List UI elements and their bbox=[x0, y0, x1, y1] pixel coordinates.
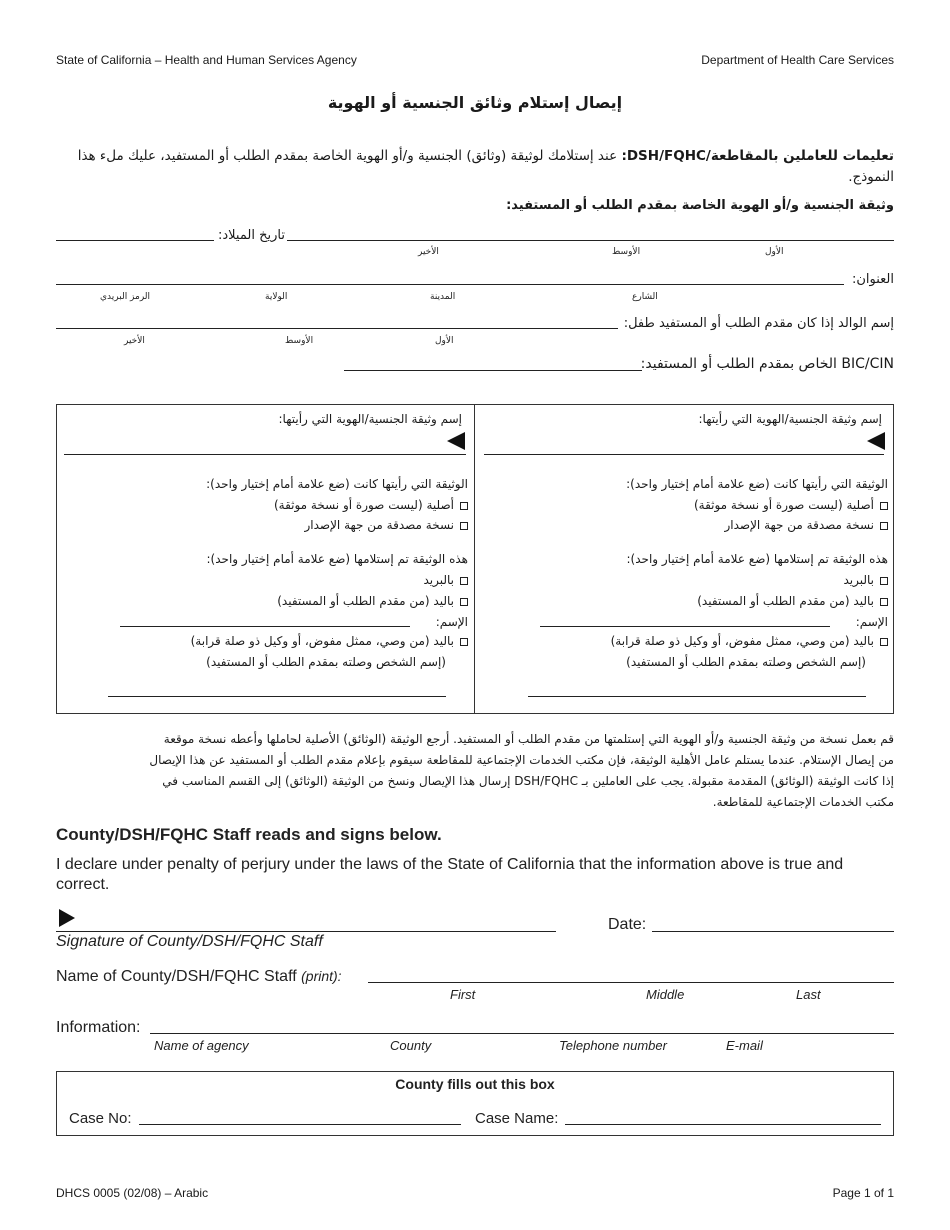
bic-cin-label: BIC/CIN الخاص بمقدم الطلب أو المستفيد: bbox=[640, 356, 894, 372]
print-label: (print): bbox=[301, 968, 342, 984]
info-email-label: E-mail bbox=[726, 1038, 763, 1053]
date-input-line[interactable] bbox=[652, 931, 894, 932]
bic-cin-input-line[interactable] bbox=[344, 370, 642, 371]
parent-name-input-line[interactable] bbox=[56, 328, 618, 329]
case-name-input-line[interactable] bbox=[565, 1124, 881, 1125]
relation-label: (إسم الشخص وصلته بمقدم الطلب أو المستفيد) bbox=[626, 655, 866, 669]
arrow-icon bbox=[867, 432, 885, 450]
county-box-title: County fills out this box bbox=[395, 1076, 555, 1092]
note-line: مكتب الخدمات الإجتماعية للمقاطعة. bbox=[712, 795, 894, 809]
checkbox-icon[interactable] bbox=[460, 577, 468, 585]
staff-last-label: Last bbox=[796, 987, 821, 1002]
instructions bbox=[54, 146, 894, 188]
seen-option-label: أصلية (ليست صورة أو نسخة موثقة) bbox=[273, 498, 454, 512]
dob-input-line[interactable] bbox=[56, 240, 214, 241]
seen-option-certified[interactable] bbox=[304, 518, 468, 532]
arrow-icon bbox=[447, 432, 465, 450]
parent-middle-label: الأوسط bbox=[285, 336, 314, 346]
address-state-label: الولاية bbox=[265, 292, 288, 302]
received-name-input-line[interactable] bbox=[540, 626, 830, 627]
signature-caption: Signature of County/DSH/FQHC Staff bbox=[56, 933, 323, 950]
seen-as-label: الوثيقة التي رأيتها كانت (ضع علامة أمام إختيار واحد): bbox=[626, 477, 888, 491]
parent-label: إسم الوالد إذا كان مقدم الطلب أو المستفيد طفل: bbox=[623, 316, 894, 331]
case-no-input-line[interactable] bbox=[139, 1124, 461, 1125]
address-input-line[interactable] bbox=[56, 284, 844, 285]
case-no-label: Case No: bbox=[69, 1110, 132, 1127]
staff-name-input-line[interactable] bbox=[368, 982, 894, 983]
parent-first-label: الأول bbox=[435, 336, 454, 346]
checkbox-icon[interactable] bbox=[460, 638, 468, 646]
received-option-hand[interactable] bbox=[277, 594, 468, 608]
section-heading: وثيقة الجنسية و/أو الهوية الخاصة بمقدم الطلب أو المستفيد: bbox=[506, 198, 894, 213]
doc-name-label: إسم وثيقة الجنسية/الهوية التي رأيتها: bbox=[698, 412, 882, 426]
arrow-icon bbox=[59, 909, 75, 927]
staff-name-label-text: Name of County/DSH/FQHC Staff bbox=[56, 968, 297, 985]
received-option-label: باليد (من وصي، ممثل مفوض، أو وكيل ذو صلة قرابة) bbox=[610, 634, 874, 648]
page-number: Page 1 of 1 bbox=[832, 1186, 894, 1200]
address-zip-label: الرمز البريدي bbox=[100, 292, 151, 302]
note-line: إذا كانت الوثيقة (الوثائق) المقدمة مقبولة. يجب على العاملين بـ DSH/FQHC إرسال هذا الإيصال ونسخ من الوثيقة (الوثائق) إلى القسم المناسب في bbox=[162, 774, 894, 788]
info-input-line[interactable] bbox=[150, 1033, 894, 1034]
name-first-label: الأول bbox=[765, 247, 784, 257]
note-line: من إيصال الإستلام. عندما يستلم عامل الأهلية الوثيقة، فإن مكتب الخدمات الإجتماعية للمقاطعة سيقوم بإعلام مقدم الطلب أو المستفيد عن هذا الإيصال bbox=[149, 753, 894, 767]
address-label: العنوان: bbox=[851, 272, 894, 287]
address-street-label: الشارع bbox=[632, 292, 658, 302]
address-city-label: المدينة bbox=[430, 292, 456, 302]
received-option-mail[interactable] bbox=[843, 573, 888, 587]
received-option-label: باليد (من مقدم الطلب أو المستفيد) bbox=[697, 594, 874, 608]
name-input-line[interactable] bbox=[287, 240, 894, 241]
relation-input-line[interactable] bbox=[108, 696, 446, 697]
instructions-bold: تعليمات للعاملين بالمقاطعة/DSH/FQHC: bbox=[621, 148, 894, 164]
relation-label: (إسم الشخص وصلته بمقدم الطلب أو المستفيد) bbox=[206, 655, 446, 669]
relation-input-line[interactable] bbox=[528, 696, 866, 697]
received-name-label: الإسم: bbox=[855, 615, 888, 629]
received-name-label: الإسم: bbox=[435, 615, 468, 629]
received-option-label: باليد (من وصي، ممثل مفوض، أو وكيل ذو صلة قرابة) bbox=[190, 634, 454, 648]
seen-option-certified[interactable] bbox=[724, 518, 888, 532]
name-middle-label: الأوسط bbox=[612, 247, 641, 257]
seen-option-label: نسخة مصدقة من جهة الإصدار bbox=[304, 518, 454, 532]
info-agency-label: Name of agency bbox=[154, 1038, 249, 1053]
date-label: Date: bbox=[608, 916, 647, 933]
checkbox-icon[interactable] bbox=[880, 598, 888, 606]
agency-header: State of California – Health and Human Services Agency bbox=[56, 53, 357, 67]
received-option-label: بالبريد bbox=[423, 573, 454, 587]
checkbox-icon[interactable] bbox=[880, 577, 888, 585]
name-last-label: الأخير bbox=[418, 247, 439, 257]
staff-middle-label: Middle bbox=[646, 987, 685, 1002]
staff-heading: County/DSH/FQHC Staff reads and signs below. bbox=[56, 825, 442, 844]
received-option-other[interactable] bbox=[611, 634, 888, 648]
doc-name-input-line[interactable] bbox=[64, 454, 466, 455]
received-label: هذه الوثيقة تم إستلامها (ضع علامة أمام إختيار واحد): bbox=[206, 552, 468, 566]
checkbox-icon[interactable] bbox=[460, 522, 468, 530]
info-phone-label: Telephone number bbox=[559, 1038, 667, 1053]
department-header: Department of Health Care Services bbox=[701, 53, 894, 67]
received-name-input-line[interactable] bbox=[120, 626, 410, 627]
received-option-label: بالبريد bbox=[843, 573, 874, 587]
case-name-label: Case Name: bbox=[475, 1110, 559, 1127]
checkbox-icon[interactable] bbox=[880, 638, 888, 646]
checkbox-icon[interactable] bbox=[460, 598, 468, 606]
signature-line[interactable] bbox=[56, 931, 556, 932]
seen-as-label: الوثيقة التي رأيتها كانت (ضع علامة أمام إختيار واحد): bbox=[206, 477, 468, 491]
staff-first-label: First bbox=[450, 987, 476, 1002]
panel-divider bbox=[474, 404, 475, 714]
note-line: قم بعمل نسخة من وثيقة الجنسية و/أو الهوية التي إستلمتها من مقدم الطلب أو المستفيد. أرجع الوثيقة (الوثائق) الأصلية لحاملها وأعطه نسخة موقعة bbox=[163, 732, 894, 746]
staff-name-label bbox=[56, 968, 342, 986]
seen-option-label: نسخة مصدقة من جهة الإصدار bbox=[724, 518, 874, 532]
seen-option-original[interactable] bbox=[694, 498, 888, 512]
checkbox-icon[interactable] bbox=[460, 502, 468, 510]
checkbox-icon[interactable] bbox=[880, 502, 888, 510]
form-id: DHCS 0005 (02/08) – Arabic bbox=[56, 1186, 209, 1200]
info-county-label: County bbox=[390, 1038, 432, 1053]
received-option-hand[interactable] bbox=[697, 594, 888, 608]
checkbox-icon[interactable] bbox=[880, 522, 888, 530]
seen-option-label: أصلية (ليست صورة أو نسخة موثقة) bbox=[693, 498, 874, 512]
page-title: إيصال إستلام وثائق الجنسية أو الهوية bbox=[327, 93, 623, 112]
dob-label: تاريخ الميلاد: bbox=[218, 228, 285, 243]
instructions-text: عند إستلامك لوثيقة (وثائق) الجنسية و/أو الهوية الخاصة بمقدم الطلب أو المستفيد، عليك ملء هذا النموذج. bbox=[77, 148, 894, 185]
info-label: Information: bbox=[56, 1019, 141, 1036]
received-option-label: باليد (من مقدم الطلب أو المستفيد) bbox=[277, 594, 454, 608]
declaration-text: I declare under penalty of perjury under the laws of the State of California that the information above is true and correct. bbox=[56, 856, 844, 893]
received-option-other[interactable] bbox=[191, 634, 468, 648]
doc-name-label: إسم وثيقة الجنسية/الهوية التي رأيتها: bbox=[278, 412, 462, 426]
received-label: هذه الوثيقة تم إستلامها (ضع علامة أمام إختيار واحد): bbox=[626, 552, 888, 566]
parent-last-label: الأخير bbox=[124, 336, 145, 346]
note-paragraph bbox=[56, 729, 894, 813]
seen-option-original[interactable] bbox=[274, 498, 468, 512]
doc-name-input-line[interactable] bbox=[484, 454, 884, 455]
received-option-mail[interactable] bbox=[423, 573, 468, 587]
